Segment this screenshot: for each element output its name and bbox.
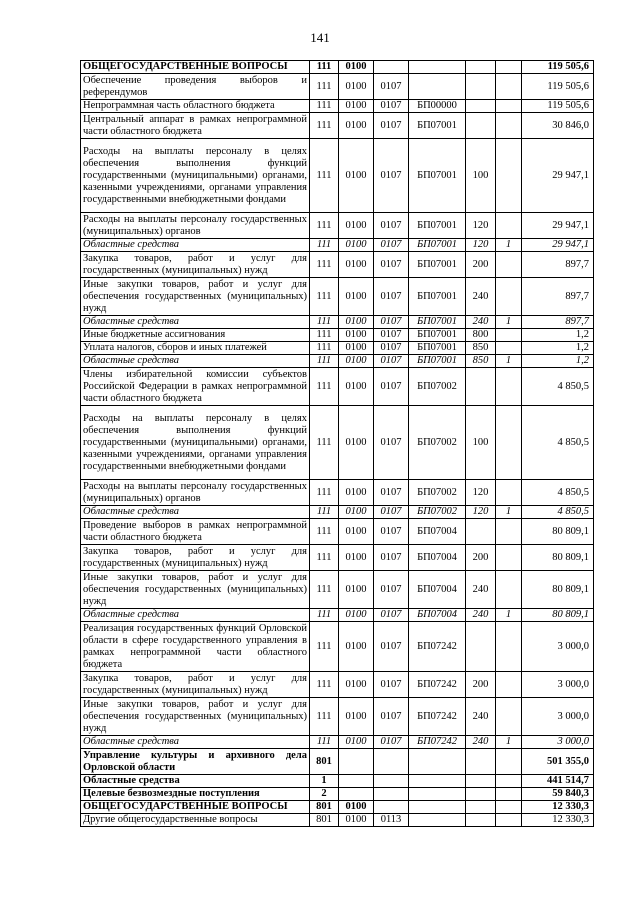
row-podrazdel: 0107	[374, 609, 409, 622]
row-amount: 30 846,0	[522, 113, 594, 139]
row-source: 1	[496, 609, 522, 622]
row-celevaya-statya: БП07002	[409, 506, 466, 519]
row-celevaya-statya	[409, 801, 466, 814]
row-amount: 119 505,6	[522, 61, 594, 74]
row-amount: 12 330,3	[522, 801, 594, 814]
row-vid-rashodov	[466, 788, 496, 801]
row-amount: 59 840,3	[522, 788, 594, 801]
row-vid-rashodov	[466, 113, 496, 139]
table-row	[81, 571, 594, 609]
row-vedomstvo: 111	[310, 480, 339, 506]
row-name: Областные средства	[81, 609, 310, 622]
row-source	[496, 113, 522, 139]
row-source	[496, 622, 522, 672]
row-razdel: 0100	[339, 480, 374, 506]
row-vedomstvo: 111	[310, 342, 339, 355]
row-razdel: 0100	[339, 545, 374, 571]
table-row	[81, 749, 594, 775]
row-vedomstvo: 111	[310, 278, 339, 316]
row-amount: 4 850,5	[522, 480, 594, 506]
row-vid-rashodov: 240	[466, 609, 496, 622]
table-row	[81, 61, 594, 74]
row-celevaya-statya: БП07004	[409, 545, 466, 571]
row-celevaya-statya: БП07002	[409, 480, 466, 506]
row-vid-rashodov: 200	[466, 252, 496, 278]
row-podrazdel: 0107	[374, 519, 409, 545]
row-razdel: 0100	[339, 61, 374, 74]
row-celevaya-statya: БП07242	[409, 698, 466, 736]
table-row	[81, 316, 594, 329]
row-podrazdel: 0107	[374, 329, 409, 342]
row-vid-rashodov: 120	[466, 506, 496, 519]
row-name: Иные закупки товаров, работ и услуг для обеспечения государственных (муниципальных) нужд	[81, 698, 310, 736]
row-vid-rashodov	[466, 368, 496, 406]
row-vid-rashodov	[466, 61, 496, 74]
row-celevaya-statya: БП07001	[409, 213, 466, 239]
row-vedomstvo: 111	[310, 252, 339, 278]
row-name: Областные средства	[81, 506, 310, 519]
row-vedomstvo: 111	[310, 506, 339, 519]
row-razdel: 0100	[339, 609, 374, 622]
row-vid-rashodov: 100	[466, 406, 496, 480]
row-vedomstvo: 111	[310, 329, 339, 342]
table-row	[81, 801, 594, 814]
row-source	[496, 788, 522, 801]
row-name: Другие общегосударственные вопросы	[81, 814, 310, 827]
row-celevaya-statya: БП07242	[409, 736, 466, 749]
row-name: Областные средства	[81, 736, 310, 749]
row-razdel: 0100	[339, 278, 374, 316]
row-razdel: 0100	[339, 316, 374, 329]
row-amount: 3 000,0	[522, 672, 594, 698]
row-amount: 3 000,0	[522, 698, 594, 736]
row-vedomstvo: 111	[310, 239, 339, 252]
row-celevaya-statya: БП07004	[409, 609, 466, 622]
row-vedomstvo: 801	[310, 801, 339, 814]
row-vid-rashodov: 100	[466, 139, 496, 213]
row-vedomstvo: 111	[310, 545, 339, 571]
row-razdel: 0100	[339, 329, 374, 342]
row-name: Расходы на выплаты персоналу государственных (муниципальных) органов	[81, 480, 310, 506]
row-celevaya-statya: БП07002	[409, 368, 466, 406]
table-row	[81, 252, 594, 278]
row-name: Закупка товаров, работ и услуг для государственных (муниципальных) нужд	[81, 672, 310, 698]
row-amount: 119 505,6	[522, 100, 594, 113]
row-source	[496, 571, 522, 609]
row-amount: 501 355,0	[522, 749, 594, 775]
row-source: 1	[496, 355, 522, 368]
row-source	[496, 252, 522, 278]
row-vid-rashodov	[466, 775, 496, 788]
row-vid-rashodov	[466, 622, 496, 672]
row-razdel: 0100	[339, 100, 374, 113]
row-celevaya-statya: БП07242	[409, 622, 466, 672]
row-vedomstvo: 111	[310, 213, 339, 239]
row-amount: 80 809,1	[522, 571, 594, 609]
row-vedomstvo: 111	[310, 113, 339, 139]
row-razdel: 0100	[339, 368, 374, 406]
row-vid-rashodov: 800	[466, 329, 496, 342]
row-celevaya-statya: БП00000	[409, 100, 466, 113]
row-celevaya-statya: БП07001	[409, 355, 466, 368]
row-source	[496, 519, 522, 545]
row-podrazdel: 0107	[374, 139, 409, 213]
row-amount: 4 850,5	[522, 368, 594, 406]
row-podrazdel: 0107	[374, 239, 409, 252]
row-name: Члены избирательной комиссии субъектов Российской Федерации в рамках непрограммной части областного бюджета	[81, 368, 310, 406]
row-razdel	[339, 788, 374, 801]
row-vid-rashodov: 120	[466, 480, 496, 506]
row-amount: 12 330,3	[522, 814, 594, 827]
row-razdel: 0100	[339, 519, 374, 545]
row-vid-rashodov: 120	[466, 213, 496, 239]
table-row	[81, 480, 594, 506]
row-source	[496, 213, 522, 239]
table-row	[81, 545, 594, 571]
table-row	[81, 139, 594, 213]
row-amount: 80 809,1	[522, 545, 594, 571]
row-vedomstvo: 111	[310, 74, 339, 100]
row-celevaya-statya	[409, 814, 466, 827]
row-amount: 80 809,1	[522, 609, 594, 622]
row-razdel: 0100	[339, 213, 374, 239]
row-vid-rashodov: 240	[466, 278, 496, 316]
row-vedomstvo: 2	[310, 788, 339, 801]
row-name: Непрограммная часть областного бюджета	[81, 100, 310, 113]
row-source	[496, 139, 522, 213]
row-razdel: 0100	[339, 622, 374, 672]
row-vedomstvo: 801	[310, 749, 339, 775]
row-source	[496, 480, 522, 506]
row-amount: 80 809,1	[522, 519, 594, 545]
row-amount: 3 000,0	[522, 736, 594, 749]
row-podrazdel	[374, 61, 409, 74]
row-celevaya-statya: БП07004	[409, 519, 466, 545]
row-source	[496, 61, 522, 74]
row-amount: 897,7	[522, 252, 594, 278]
row-source	[496, 329, 522, 342]
row-vid-rashodov	[466, 814, 496, 827]
row-podrazdel: 0107	[374, 252, 409, 278]
row-razdel: 0100	[339, 113, 374, 139]
row-podrazdel: 0107	[374, 406, 409, 480]
table-row	[81, 329, 594, 342]
row-vid-rashodov: 200	[466, 545, 496, 571]
row-name: Целевые безвозмездные поступления	[81, 788, 310, 801]
row-razdel: 0100	[339, 406, 374, 480]
row-celevaya-statya: БП07001	[409, 278, 466, 316]
row-amount: 119 505,6	[522, 74, 594, 100]
table-row	[81, 342, 594, 355]
row-celevaya-statya: БП07004	[409, 571, 466, 609]
page-number: 141	[310, 30, 330, 45]
row-razdel: 0100	[339, 74, 374, 100]
row-razdel: 0100	[339, 736, 374, 749]
table-row	[81, 278, 594, 316]
table-row	[81, 788, 594, 801]
row-vedomstvo: 1	[310, 775, 339, 788]
row-razdel: 0100	[339, 506, 374, 519]
row-amount: 29 947,1	[522, 213, 594, 239]
row-amount: 441 514,7	[522, 775, 594, 788]
budget-table-body	[81, 61, 594, 827]
row-vid-rashodov: 240	[466, 316, 496, 329]
table-row	[81, 622, 594, 672]
row-name: Закупка товаров, работ и услуг для государственных (муниципальных) нужд	[81, 252, 310, 278]
row-vid-rashodov	[466, 801, 496, 814]
row-razdel: 0100	[339, 139, 374, 213]
row-source	[496, 749, 522, 775]
row-celevaya-statya: БП07001	[409, 139, 466, 213]
table-row	[81, 672, 594, 698]
table-row	[81, 74, 594, 100]
row-vedomstvo: 111	[310, 672, 339, 698]
row-name: Реализация государственных функций Орловской области в сфере государственного управления в рамках непрограммной части областного бюджета	[81, 622, 310, 672]
row-podrazdel: 0107	[374, 545, 409, 571]
row-vedomstvo: 111	[310, 609, 339, 622]
row-razdel	[339, 775, 374, 788]
row-source	[496, 342, 522, 355]
row-podrazdel: 0107	[374, 278, 409, 316]
row-name: Уплата налогов, сборов и иных платежей	[81, 342, 310, 355]
row-vedomstvo: 801	[310, 814, 339, 827]
row-source	[496, 74, 522, 100]
row-name: Расходы на выплаты персоналу в целях обеспечения выполнения функций государственными (муниципальными) органами, казенными учреждениями, органами управления государственными внебюджетными фондами	[81, 139, 310, 213]
row-vedomstvo: 111	[310, 571, 339, 609]
row-razdel: 0100	[339, 698, 374, 736]
row-amount: 4 850,5	[522, 506, 594, 519]
row-source	[496, 406, 522, 480]
row-celevaya-statya: БП07242	[409, 672, 466, 698]
row-razdel: 0100	[339, 801, 374, 814]
row-razdel: 0100	[339, 252, 374, 278]
row-podrazdel: 0107	[374, 113, 409, 139]
row-celevaya-statya: БП07002	[409, 406, 466, 480]
row-celevaya-statya: БП07001	[409, 342, 466, 355]
row-amount: 1,2	[522, 342, 594, 355]
row-podrazdel	[374, 775, 409, 788]
row-vid-rashodov: 240	[466, 736, 496, 749]
row-razdel: 0100	[339, 355, 374, 368]
row-vid-rashodov: 240	[466, 698, 496, 736]
row-source	[496, 814, 522, 827]
row-name: Обеспечение проведения выборов и референдумов	[81, 74, 310, 100]
row-celevaya-statya	[409, 788, 466, 801]
row-name: Областные средства	[81, 316, 310, 329]
row-vid-rashodov: 200	[466, 672, 496, 698]
row-name: Областные средства	[81, 239, 310, 252]
row-source	[496, 368, 522, 406]
table-row	[81, 406, 594, 480]
row-vedomstvo: 111	[310, 698, 339, 736]
row-name: Иные закупки товаров, работ и услуг для обеспечения государственных (муниципальных) нужд	[81, 571, 310, 609]
row-podrazdel: 0107	[374, 571, 409, 609]
row-podrazdel: 0107	[374, 316, 409, 329]
row-amount: 29 947,1	[522, 239, 594, 252]
row-source	[496, 698, 522, 736]
row-podrazdel	[374, 749, 409, 775]
row-name: Расходы на выплаты персоналу в целях обеспечения выполнения функций государственными (муниципальными) органами, казенными учреждениями, органами управления государственными внебюджетными фондами	[81, 406, 310, 480]
row-podrazdel	[374, 788, 409, 801]
row-razdel	[339, 749, 374, 775]
row-podrazdel: 0107	[374, 736, 409, 749]
row-amount: 29 947,1	[522, 139, 594, 213]
row-celevaya-statya	[409, 74, 466, 100]
row-podrazdel: 0107	[374, 213, 409, 239]
row-vid-rashodov: 850	[466, 355, 496, 368]
row-source	[496, 545, 522, 571]
row-razdel: 0100	[339, 571, 374, 609]
row-name: Иные бюджетные ассигнования	[81, 329, 310, 342]
row-name: Областные средства	[81, 355, 310, 368]
row-podrazdel: 0107	[374, 355, 409, 368]
row-celevaya-statya: БП07001	[409, 113, 466, 139]
row-vedomstvo: 111	[310, 139, 339, 213]
row-podrazdel: 0107	[374, 506, 409, 519]
row-vedomstvo: 111	[310, 368, 339, 406]
row-vid-rashodov	[466, 74, 496, 100]
row-vid-rashodov: 120	[466, 239, 496, 252]
row-amount: 4 850,5	[522, 406, 594, 480]
row-podrazdel: 0107	[374, 368, 409, 406]
table-row	[81, 506, 594, 519]
table-row	[81, 775, 594, 788]
row-razdel: 0100	[339, 672, 374, 698]
row-amount: 897,7	[522, 316, 594, 329]
row-razdel: 0100	[339, 342, 374, 355]
table-row	[81, 355, 594, 368]
row-vedomstvo: 111	[310, 100, 339, 113]
row-source: 1	[496, 736, 522, 749]
row-vedomstvo: 111	[310, 316, 339, 329]
row-amount: 1,2	[522, 355, 594, 368]
table-row	[81, 736, 594, 749]
row-podrazdel: 0113	[374, 814, 409, 827]
table-row	[81, 100, 594, 113]
row-vedomstvo: 111	[310, 406, 339, 480]
table-row	[81, 113, 594, 139]
row-name: Иные закупки товаров, работ и услуг для обеспечения государственных (муниципальных) нужд	[81, 278, 310, 316]
row-vedomstvo: 111	[310, 61, 339, 74]
row-source	[496, 775, 522, 788]
row-celevaya-statya: БП07001	[409, 239, 466, 252]
row-name: ОБЩЕГОСУДАРСТВЕННЫЕ ВОПРОСЫ	[81, 801, 310, 814]
row-name: ОБЩЕГОСУДАРСТВЕННЫЕ ВОПРОСЫ	[81, 61, 310, 74]
row-amount: 1,2	[522, 329, 594, 342]
table-row	[81, 609, 594, 622]
row-source: 1	[496, 239, 522, 252]
row-celevaya-statya: БП07001	[409, 329, 466, 342]
row-source	[496, 672, 522, 698]
row-name: Проведение выборов в рамках непрограммной части областного бюджета	[81, 519, 310, 545]
row-vid-rashodov: 850	[466, 342, 496, 355]
row-podrazdel: 0107	[374, 672, 409, 698]
row-celevaya-statya	[409, 749, 466, 775]
row-razdel: 0100	[339, 239, 374, 252]
row-name: Управление культуры и архивного дела Орловской области	[81, 749, 310, 775]
row-source	[496, 100, 522, 113]
row-celevaya-statya	[409, 775, 466, 788]
row-name: Расходы на выплаты персоналу государственных (муниципальных) органов	[81, 213, 310, 239]
row-source: 1	[496, 316, 522, 329]
row-vid-rashodov	[466, 519, 496, 545]
table-row	[81, 239, 594, 252]
row-podrazdel: 0107	[374, 480, 409, 506]
row-podrazdel: 0107	[374, 100, 409, 113]
row-name: Закупка товаров, работ и услуг для государственных (муниципальных) нужд	[81, 545, 310, 571]
row-vedomstvo: 111	[310, 355, 339, 368]
row-vedomstvo: 111	[310, 519, 339, 545]
row-vid-rashodov: 240	[466, 571, 496, 609]
row-podrazdel: 0107	[374, 622, 409, 672]
row-vid-rashodov	[466, 100, 496, 113]
row-name: Центральный аппарат в рамках непрограммной части областного бюджета	[81, 113, 310, 139]
row-vedomstvo: 111	[310, 736, 339, 749]
table-row	[81, 368, 594, 406]
row-celevaya-statya	[409, 61, 466, 74]
table-row	[81, 519, 594, 545]
row-source: 1	[496, 506, 522, 519]
table-row	[81, 213, 594, 239]
row-podrazdel	[374, 801, 409, 814]
row-podrazdel: 0107	[374, 342, 409, 355]
row-podrazdel: 0107	[374, 74, 409, 100]
row-amount: 3 000,0	[522, 622, 594, 672]
table-row	[81, 698, 594, 736]
row-vedomstvo: 111	[310, 622, 339, 672]
row-source	[496, 278, 522, 316]
row-celevaya-statya: БП07001	[409, 252, 466, 278]
row-name: Областные средства	[81, 775, 310, 788]
table-row	[81, 814, 594, 827]
row-vid-rashodov	[466, 749, 496, 775]
budget-table	[80, 60, 594, 827]
row-podrazdel: 0107	[374, 698, 409, 736]
row-celevaya-statya: БП07001	[409, 316, 466, 329]
row-razdel: 0100	[339, 814, 374, 827]
row-source	[496, 801, 522, 814]
row-amount: 897,7	[522, 278, 594, 316]
